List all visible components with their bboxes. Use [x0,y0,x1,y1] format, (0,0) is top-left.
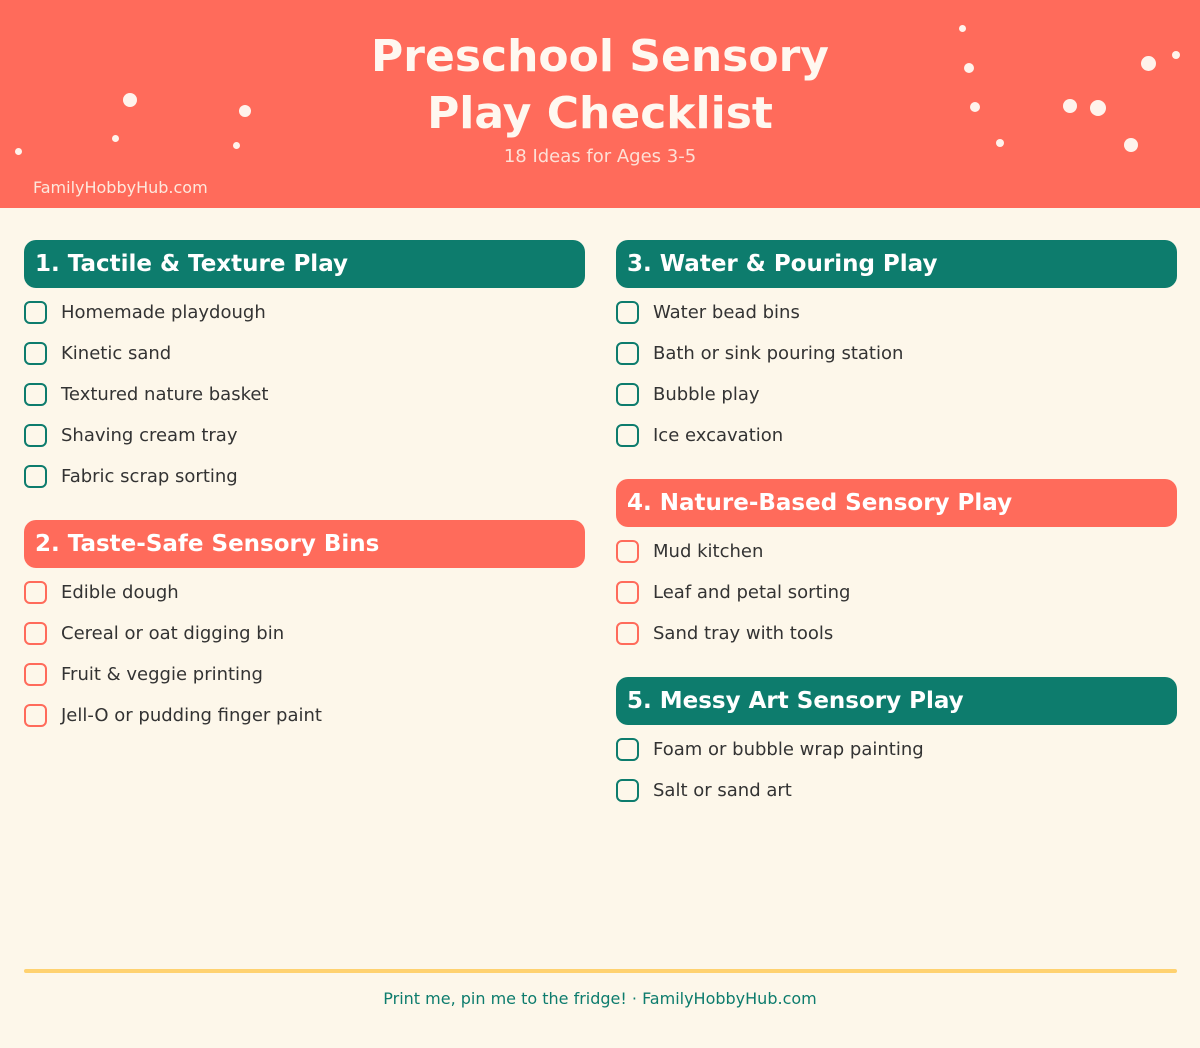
footer-divider [24,969,1177,973]
item-label: Salt or sand art [653,780,792,801]
list-item [616,581,1177,622]
checkbox[interactable] [616,738,639,761]
checkbox[interactable] [24,383,47,406]
item-label: Kinetic sand [61,343,172,364]
checkbox[interactable] [616,342,639,365]
list-item [24,383,585,424]
item-label: Ice excavation [653,425,784,446]
item-label: Foam or bubble wrap painting [653,739,924,760]
checkbox[interactable] [616,779,639,802]
checkbox[interactable] [616,581,639,604]
checklist [616,288,1177,479]
section-water [616,240,1177,479]
list-item [24,342,585,383]
checklist [24,288,585,520]
list-item [616,342,1177,383]
list-item [24,301,585,342]
list-item [24,465,585,506]
list-item [24,581,585,622]
item-label: Homemade playdough [61,302,266,323]
checklist [24,568,585,759]
item-label: Shaving cream tray [61,425,238,446]
item-label: Bubble play [653,384,760,405]
section-header: 5. Messy Art Sensory Play [616,677,1177,725]
section-tactile [24,240,585,520]
checkbox[interactable] [24,465,47,488]
item-label: Leaf and petal sorting [653,582,851,603]
item-label: Cereal or oat digging bin [61,623,285,644]
section-header: 2. Taste-Safe Sensory Bins [24,520,585,568]
list-item [616,301,1177,342]
checklist [616,527,1177,677]
list-item [616,540,1177,581]
checkbox[interactable] [616,424,639,447]
checkbox[interactable] [24,424,47,447]
list-item [24,424,585,465]
item-label: Mud kitchen [653,541,764,562]
title-line-1: Preschool Sensory [371,31,829,82]
item-label: Jell-O or pudding finger paint [61,705,322,726]
left-column [24,240,585,759]
section-header: 3. Water & Pouring Play [616,240,1177,288]
list-item [24,704,585,745]
checkbox[interactable] [616,301,639,324]
list-item [616,622,1177,663]
site-brand: FamilyHobbyHub.com [33,178,208,197]
item-label: Sand tray with tools [653,623,834,644]
section-header: 4. Nature-Based Sensory Play [616,479,1177,527]
checkbox[interactable] [24,663,47,686]
checkbox[interactable] [24,581,47,604]
item-label: Edible dough [61,582,179,603]
checkbox[interactable] [616,622,639,645]
section-header: 1. Tactile & Texture Play [24,240,585,288]
checkbox[interactable] [24,622,47,645]
section-nature [616,479,1177,677]
title-line-2: Play Checklist [427,88,773,139]
item-label: Water bead bins [653,302,800,323]
item-label: Textured nature basket [61,384,269,405]
page-title [0,28,1200,142]
checkbox[interactable] [24,342,47,365]
checkbox[interactable] [24,301,47,324]
checklist [616,725,1177,834]
header-banner [0,0,1200,208]
right-column [616,240,1177,834]
section-messy-art [616,677,1177,834]
section-taste-safe [24,520,585,759]
list-item [616,424,1177,465]
checkbox[interactable] [24,704,47,727]
checkbox[interactable] [616,540,639,563]
list-item [24,622,585,663]
list-item [24,663,585,704]
item-label: Fruit & veggie printing [61,664,263,685]
list-item [616,383,1177,424]
list-item [616,779,1177,820]
item-label: Fabric scrap sorting [61,466,238,487]
item-label: Bath or sink pouring station [653,343,904,364]
footer-text: Print me, pin me to the fridge! · FamilyHobbyHub.com [383,989,817,1008]
checkbox[interactable] [616,383,639,406]
page-subtitle: 18 Ideas for Ages 3-5 [503,146,697,167]
list-item [616,738,1177,779]
